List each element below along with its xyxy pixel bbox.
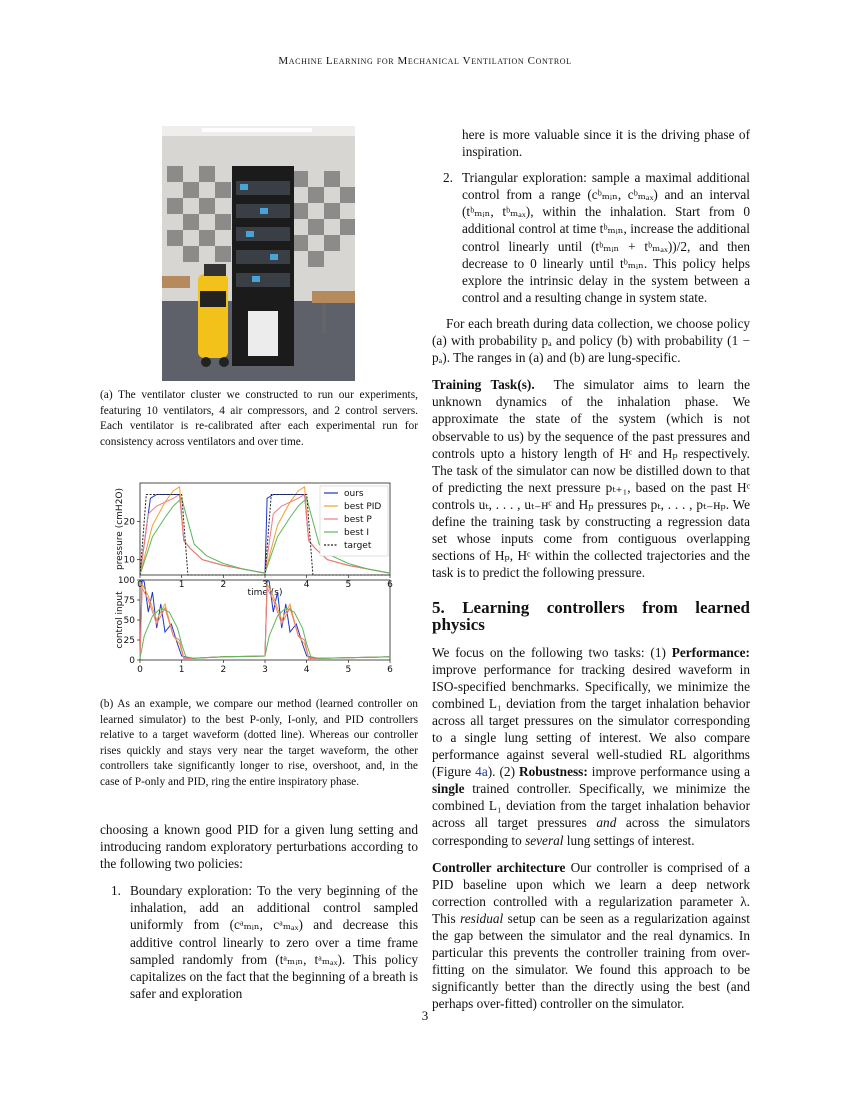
x-tick-label: 5 [345,580,352,590]
left-column-body [100,821,418,1002]
y-tick-label: 50 [123,616,135,626]
paragraph-breath-policy: For each breath during data collection, we choose policy (a) with probability pₐ and policy (b) with probability (1 − pₐ). The ranges in (a) and (b) are lung-specific. [432,315,750,366]
x-tick-label: 0 [137,580,143,590]
x-tick-label: 1 [178,665,185,675]
running-header: Machine Learning for Mechanical Ventilation Control [278,55,572,67]
text-run: setup can be seen as a regularization against the gap between the simulator and the real dynamics. In particular this prevents the controller training from over-fitting on the simulator. We found this approach to be significantly better than the directly using the best (and perhaps over-fitted) controller on the simulator. [432,910,750,1012]
text-run: across the simulators corresponding to [432,815,750,848]
x-tick-label: 5 [345,665,352,675]
legend-label: best PID [344,502,382,512]
text-run: trained controller. Specifically, we minimize the combined L₁ deviation from the target inhalation behavior across all target pressures [432,781,750,831]
residual-emphasis: residual [460,910,504,926]
x-tick-label: 3 [262,665,268,675]
text-run: lung settings of interest. [563,832,695,848]
training-task-heading: Training Task(s). [432,377,535,393]
figure-a-caption: (a) The ventilator cluster we constructed to run our experiments, featuring 10 ventilators, 4 air compressors, and 2 control servers. Each ventilator is re-calibrated after each experimental run for consistency across ventilators and over time. [100,389,418,448]
legend-label: best I [344,528,369,538]
paragraph-policies-intro: choosing a known good PID for a given lung setting and introducing random exploratory perturbations according to the following two policies: [100,822,418,872]
y-tick-label: 0 [129,656,135,666]
list-item-boundary-exploration [100,882,418,1002]
y-tick-label: 10 [123,555,135,566]
list-number: 2. [443,170,453,186]
x-tick-label: 2 [220,580,227,590]
x-tick-label: 0 [137,665,143,675]
y-axis-label: control input [115,591,125,649]
and-emphasis: and [596,815,617,831]
legend-label: best P [344,515,372,525]
ventilator-cluster-photo [162,126,355,381]
right-column-body [432,126,750,1013]
x-tick-label: 4 [303,665,310,675]
training-task-text: The simulator aims to learn the unknown dynamics of the inhalation phase. We approximate the state of the system (which is not observable to us) by the sequence of the past pressures and controls upto a history length of Hᶜ and Hₚ respectively. The task of the simulator can now be distilled down to that of predicting the next pressure pₜ₊₁, based on the past Hᶜ controls uₜ, . . . , uₜ₋ʜᶜ and Hₚ pressures pₜ, . . . , pₜ₋ʜₚ. We define the training task by constructing a regression data set whose inputs come from contiguous overlapping sections of Hₚ, Hᶜ within the collected trajectories and the task is to predict the following pressure. [432,377,750,581]
controller-architecture-heading: Controller architecture [432,859,566,875]
figure-4a-link[interactable]: 4a [475,764,488,780]
x-tick-label: 2 [220,665,227,675]
legend-label: ours [344,489,364,499]
list-item-text: here is more valuable since it is the driving phase of inspiration. [462,127,750,160]
text-run: Our controller is comprised of a PID baseline upon which we learn a deep network correction controlled with a regularization parameter λ. This [432,859,750,926]
text-run: ). (2) [487,764,520,780]
x-tick-label: 1 [178,580,185,590]
list-item-text: Boundary exploration: To the very beginning of the inhalation, add an additional control sampled uniformly from (cᵃₘᵢₙ, cᵃₘₐₓ) and decrease this additive control linearly to zero over a time frame sampled randomly from (tᵃₘᵢₙ, tᵃₘₐₓ). This policy capitalizes on the fact that the beginning of a breath is safer and exploration [130,883,418,1001]
y-tick-label: 25 [123,636,135,646]
list-item-triangular-exploration [432,169,750,306]
figure-b-plots [100,478,420,690]
x-axis-label: time (s) [247,588,283,598]
single-emphasis: single [432,781,465,797]
text-run: improve performance using a [587,764,751,780]
paragraph-tasks [432,644,750,849]
list-item-continuation [432,126,750,160]
series-line-best-P [140,588,390,658]
pressure-plot [115,483,393,598]
text-run: improve performance for tracking desired waveform in ISO-specified benchmarks. Specifically, we minimize the combined L₁ deviation from the target inhalation behavior across all target pressures on the simulator corresponding to a single lung setting of interest. We also compare performance against several well-studied RL algorithms (Figure [432,661,750,780]
list-item-text: Triangular exploration: sample a maximal additional control from a range (cᵇₘᵢₙ, cᵇₘₐₓ) and an interval (tᵇₘᵢₙ, tᵇₘₐₓ), within the inhalation. Start from 0 additional control at time tᵇₘᵢₙ, increase the additional control linearly until (tᵇₘᵢₙ + tᵇₘₐₓ))/2, and then decrease to 0 linearly until tᵇₘᵢₙ. This policy helps explore the intrinsic delay in the system between a control and a resulting change in system state. [462,170,750,305]
section-title: 5. Learning controllers from learned physics [432,598,750,635]
legend-label: target [344,541,372,551]
paragraph-training-task [432,376,750,581]
x-tick-label: 4 [303,580,310,590]
y-tick-label: 20 [123,517,135,528]
x-tick-label: 6 [387,665,393,675]
paragraph-controller-architecture [432,859,750,1013]
x-tick-label: 3 [262,580,268,590]
figure-b-caption: (b) As an example, we compare our method (learned controller on learned simulator) to the best P-only, I-only, and PID controllers relative to a target waveform (dotted line). Whereas our controller rises quickly and stays very near the target waveform, the other controllers take significantly longer to rise, overshoot, and, in the case of P-only and PID, ring the entire inspiratory phase. [100,698,418,788]
robustness-label: Robustness: [519,764,588,780]
text-run: We focus on the following two tasks: (1) [432,644,672,660]
page-number: 3 [421,1008,429,1023]
x-tick-label: 6 [387,580,393,590]
several-emphasis: several [525,832,564,848]
list-number: 1. [111,883,121,899]
y-axis-label: pressure (cmH2O) [115,487,125,571]
y-tick-label: 100 [117,576,135,586]
y-tick-label: 75 [123,596,135,606]
performance-label: Performance: [671,644,750,660]
